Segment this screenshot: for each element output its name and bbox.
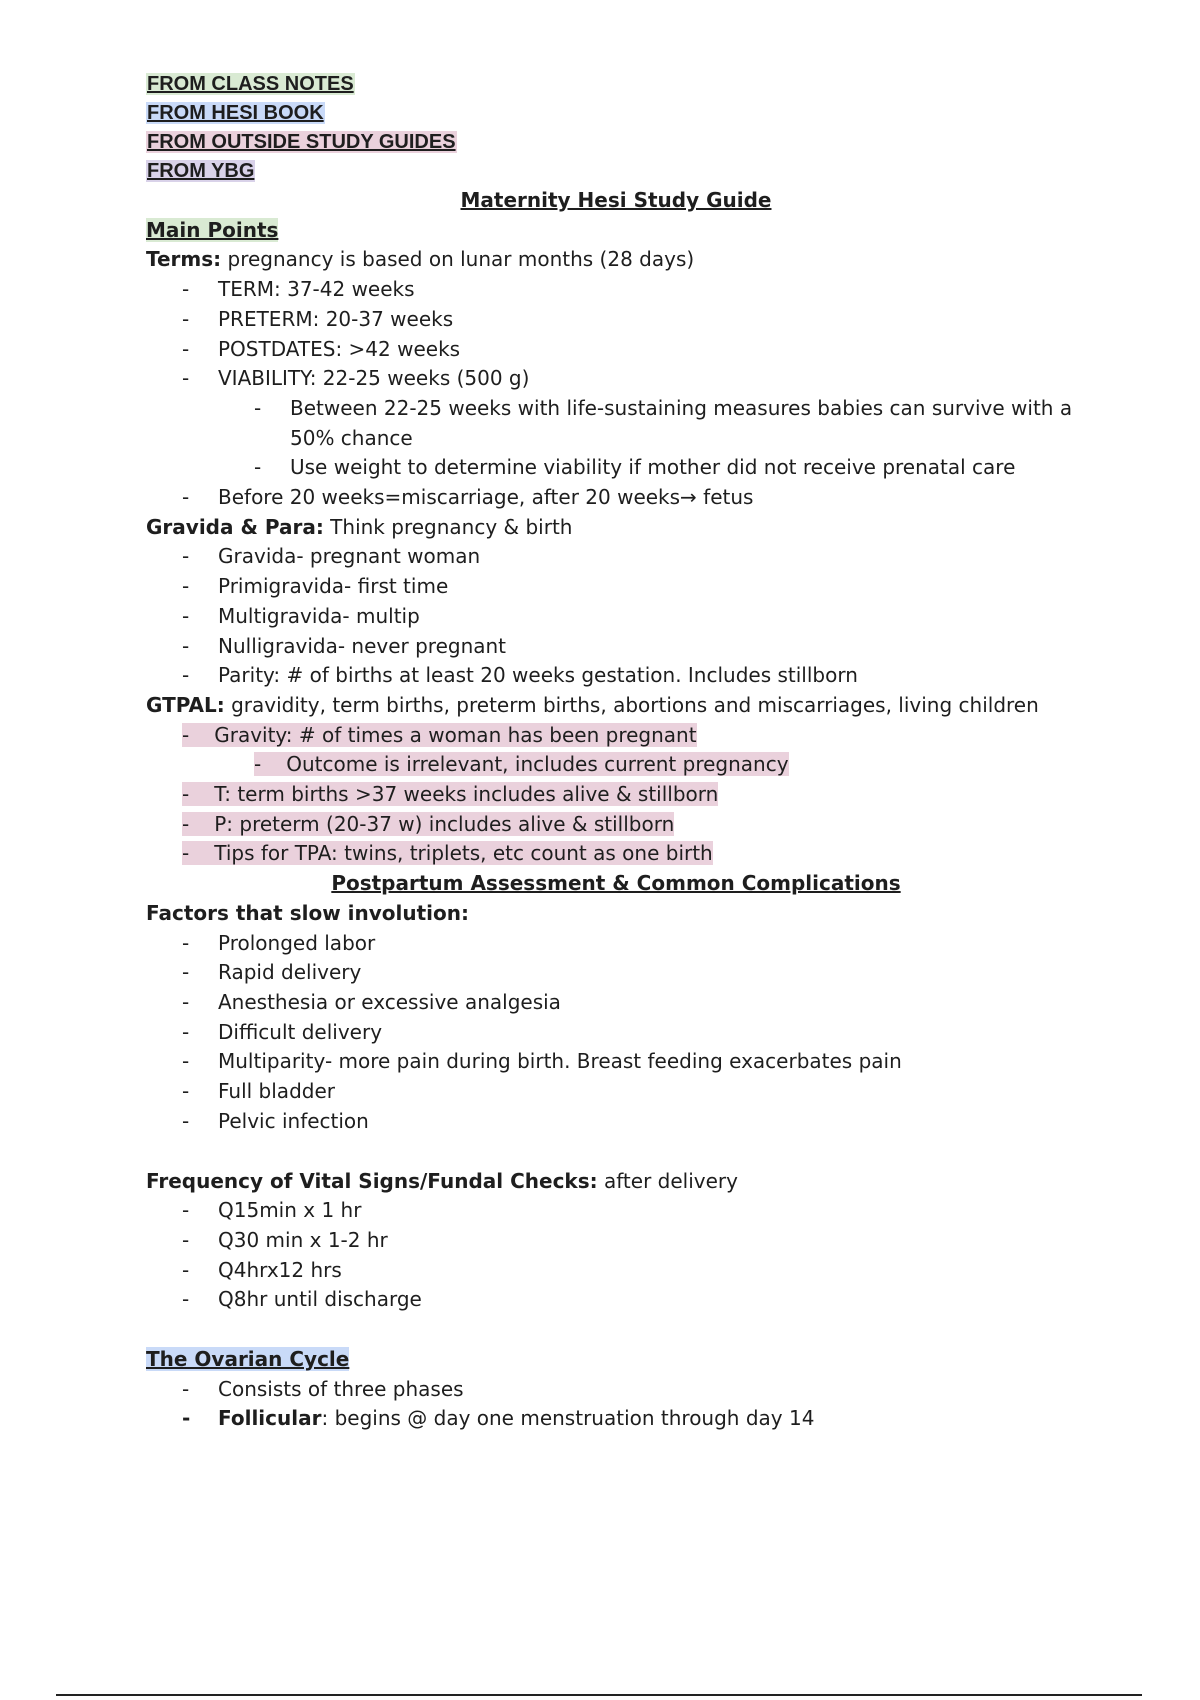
- list-item: - Nulligravida- never pregnant: [182, 633, 507, 658]
- section-title-postpartum: Postpartum Assessment & Common Complications: [331, 871, 901, 896]
- main-points-heading: Main Points: [146, 217, 279, 242]
- ovarian-cycle-heading: The Ovarian Cycle: [146, 1347, 350, 1372]
- list-item: - Prolonged labor: [182, 930, 376, 955]
- legend-ybg: FROM YBG: [147, 160, 255, 182]
- list-item: - VIABILITY: 22-25 weeks (500 g): [182, 366, 530, 391]
- list-item: - Parity: # of births at least 20 weeks gestation. Includes stillborn: [182, 663, 858, 688]
- legend-class-notes: FROM CLASS NOTES: [147, 73, 354, 95]
- list-item: - Gravida- pregnant woman: [182, 544, 481, 569]
- page-bottom-rule: [56, 1694, 1142, 1696]
- list-item: - PRETERM: 20-37 weeks: [182, 306, 454, 331]
- list-item: - Q15min x 1 hr: [182, 1198, 362, 1223]
- list-item: - POSTDATES: >42 weeks: [182, 336, 461, 361]
- gtpal-line: GTPAL: gravidity, term births, preterm births, abortions and miscarriages, living children: [146, 692, 1039, 717]
- color-legend: [146, 70, 1086, 186]
- list-item: - Pelvic infection: [182, 1108, 369, 1133]
- vitals-line: Frequency of Vital Signs/Fundal Checks: after delivery: [146, 1168, 738, 1193]
- list-item: - Difficult delivery: [182, 1019, 383, 1044]
- study-guide-page: [146, 70, 1086, 1434]
- list-item: - Consists of three phases: [182, 1376, 464, 1401]
- list-item: - Multiparity- more pain during birth. Breast feeding exacerbates pain: [182, 1049, 902, 1074]
- list-item: - Q4hrx12 hrs: [182, 1257, 342, 1282]
- list-item: - Q30 min x 1-2 hr: [182, 1227, 388, 1252]
- list-item: - Anesthesia or excessive analgesia: [182, 989, 561, 1014]
- involution-heading: Factors that slow involution:: [146, 900, 469, 925]
- list-subitem: - Use weight to determine viability if mother did not receive prenatal care: [254, 455, 1016, 480]
- list-item: - Primigravida- first time: [182, 574, 449, 599]
- list-item: - T: term births >37 weeks includes alive & stillborn: [182, 782, 719, 807]
- list-item: - Before 20 weeks=miscarriage, after 20 weeks→ fetus: [182, 485, 754, 510]
- list-item: - Q8hr until discharge: [182, 1287, 422, 1312]
- list-item: - Rapid delivery: [182, 960, 362, 985]
- list-item: - Tips for TPA: twins, triplets, etc count as one birth: [182, 841, 713, 866]
- list-item: - Full bladder: [182, 1079, 335, 1104]
- gravida-para-line: Gravida & Para: Think pregnancy & birth: [146, 514, 573, 539]
- terms-line: Terms: pregnancy is based on lunar months (28 days): [146, 247, 695, 272]
- list-item: - P: preterm (20-37 w) includes alive & stillborn: [182, 811, 675, 836]
- legend-outside-guides: FROM OUTSIDE STUDY GUIDES: [147, 131, 456, 153]
- list-item: - Gravity: # of times a woman has been pregnant: [182, 722, 697, 747]
- list-subitem: - Outcome is irrelevant, includes current pregnancy: [254, 752, 789, 777]
- list-subitem: - Between 22-25 weeks with life-sustaining measures babies can survive with a 50% chance: [254, 395, 1073, 450]
- list-item: - TERM: 37-42 weeks: [182, 277, 415, 302]
- legend-hesi-book: FROM HESI BOOK: [147, 102, 324, 124]
- page-title: Maternity Hesi Study Guide: [460, 188, 772, 212]
- list-item: - Follicular: begins @ day one menstruation through day 14: [182, 1406, 815, 1431]
- list-item: - Multigravida- multip: [182, 603, 420, 628]
